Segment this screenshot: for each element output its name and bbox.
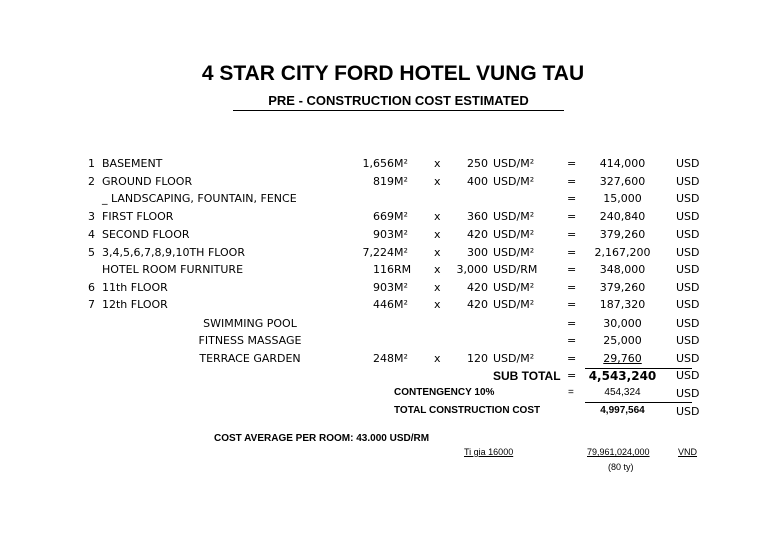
- item-unit: M²: [394, 298, 408, 311]
- equals-sign: =: [567, 210, 577, 223]
- item-name: TERRACE GARDEN: [199, 352, 301, 365]
- subtotal-rule: [585, 368, 692, 369]
- item-currency: USD: [676, 281, 700, 294]
- cost-row: [0, 334, 768, 351]
- equals-sign: =: [567, 228, 577, 241]
- item-total: 30,000: [603, 317, 642, 330]
- cost-row: [0, 192, 768, 209]
- item-unit-price: 420: [467, 228, 488, 241]
- cost-row: [0, 263, 768, 280]
- note-row: [0, 462, 768, 479]
- contingency-currency: USD: [676, 387, 700, 400]
- item-price-unit: USD/M²: [493, 352, 535, 365]
- contingency-equals: =: [568, 387, 574, 398]
- item-price-unit: USD/M²: [493, 210, 535, 223]
- total-value: 4,997,564: [600, 405, 645, 416]
- item-total: 348,000: [599, 263, 646, 276]
- vnd-value: 79,961,024,000: [587, 447, 650, 457]
- item-name: 3,4,5,6,7,8,9,10TH FLOOR: [102, 246, 245, 259]
- multiply-sign: x: [434, 228, 441, 241]
- item-unit: M²: [394, 246, 408, 259]
- contingency-value: 454,324: [604, 387, 641, 398]
- contingency-label: CONTENGENCY 10%: [394, 387, 495, 398]
- item-currency: USD: [676, 157, 700, 170]
- item-currency: USD: [676, 192, 700, 205]
- item-currency: USD: [676, 317, 700, 330]
- average-cost-label: COST AVERAGE PER ROOM: 43.000 USD/RM: [214, 433, 430, 444]
- item-unit-price: 120: [467, 352, 488, 365]
- item-unit-price: 420: [467, 298, 488, 311]
- subtotal-label: SUB TOTAL: [493, 369, 561, 383]
- item-name: FITNESS MASSAGE: [198, 334, 302, 347]
- equals-sign: =: [567, 352, 577, 365]
- item-currency: USD: [676, 334, 700, 347]
- item-currency: USD: [676, 228, 700, 241]
- multiply-sign: x: [434, 352, 441, 365]
- item-price-unit: USD/M²: [493, 175, 535, 188]
- item-total: 15,000: [603, 192, 642, 205]
- item-currency: USD: [676, 263, 700, 276]
- item-price-unit: USD/M²: [493, 228, 535, 241]
- equals-sign: =: [567, 246, 577, 259]
- item-total: 2,167,200: [594, 246, 651, 259]
- item-quantity: 669: [373, 210, 394, 223]
- cost-row: [0, 246, 768, 263]
- document-title: 4 STAR CITY FORD HOTEL VUNG TAU: [201, 62, 585, 85]
- item-quantity: 116: [373, 263, 394, 276]
- item-number: 4: [88, 228, 95, 241]
- multiply-sign: x: [434, 281, 441, 294]
- exchange-rate-label: Ti gia 16000: [464, 447, 514, 457]
- item-name: HOTEL ROOM FURNITURE: [102, 263, 244, 276]
- equals-sign: =: [567, 175, 577, 188]
- total-currency: USD: [676, 405, 700, 418]
- item-unit-price: 400: [467, 175, 488, 188]
- vnd-note: (80 ty): [608, 462, 634, 472]
- item-name: SWIMMING POOL: [203, 317, 297, 330]
- item-unit: M²: [394, 352, 408, 365]
- equals-sign: =: [567, 281, 577, 294]
- equals-sign: =: [567, 298, 577, 311]
- cost-row: [0, 317, 768, 334]
- item-unit-price: 250: [467, 157, 488, 170]
- item-number: 3: [88, 210, 95, 223]
- cost-row: [0, 210, 768, 227]
- cost-row: [0, 281, 768, 298]
- contingency-rule: [585, 402, 692, 403]
- item-price-unit: USD/M²: [493, 298, 535, 311]
- cost-row: [0, 352, 768, 369]
- item-price-unit: USD/M²: [493, 281, 535, 294]
- equals-sign: =: [567, 263, 577, 276]
- total-row: [0, 405, 768, 422]
- item-total: 379,260: [599, 228, 646, 241]
- item-name: _ LANDSCAPING, FOUNTAIN, FENCE: [102, 192, 297, 205]
- equals-sign: =: [567, 157, 577, 170]
- item-unit: M²: [394, 157, 408, 170]
- item-unit-price: 300: [467, 246, 488, 259]
- item-currency: USD: [676, 246, 700, 259]
- item-unit: M²: [394, 210, 408, 223]
- item-quantity: 903: [373, 281, 394, 294]
- item-quantity: 446: [373, 298, 394, 311]
- multiply-sign: x: [434, 298, 441, 311]
- multiply-sign: x: [434, 175, 441, 188]
- subtotal-value: 4,543,240: [588, 369, 657, 383]
- item-quantity: 248: [373, 352, 394, 365]
- item-name: GROUND FLOOR: [102, 175, 193, 188]
- item-number: 6: [88, 281, 95, 294]
- subtotal-equals: =: [567, 369, 577, 382]
- item-name: SECOND FLOOR: [102, 228, 190, 241]
- subtotal-currency: USD: [676, 369, 700, 382]
- equals-sign: =: [567, 192, 577, 205]
- multiply-sign: x: [434, 263, 441, 276]
- equals-sign: =: [567, 317, 577, 330]
- equals-sign: =: [567, 334, 577, 347]
- item-unit-price: 3,000: [456, 263, 488, 276]
- cost-row: [0, 298, 768, 315]
- item-unit: M²: [394, 228, 408, 241]
- cost-row: [0, 157, 768, 174]
- item-name: 11th FLOOR: [102, 281, 168, 294]
- subtotal-row: [0, 369, 768, 386]
- multiply-sign: x: [434, 157, 441, 170]
- item-total: 327,600: [599, 175, 646, 188]
- item-quantity: 7,224: [362, 246, 394, 259]
- item-price-unit: USD/RM: [493, 263, 538, 276]
- item-total: 25,000: [603, 334, 642, 347]
- item-currency: USD: [676, 175, 700, 188]
- item-number: 7: [88, 298, 95, 311]
- item-currency: USD: [676, 298, 700, 311]
- item-name: 12th FLOOR: [102, 298, 168, 311]
- item-number: 1: [88, 157, 95, 170]
- cost-row: [0, 228, 768, 245]
- item-total: 414,000: [599, 157, 646, 170]
- vnd-currency: VND: [678, 447, 698, 457]
- item-total: 379,260: [599, 281, 646, 294]
- item-total: 29,760: [603, 352, 642, 365]
- multiply-sign: x: [434, 210, 441, 223]
- item-total: 187,320: [599, 298, 646, 311]
- item-name: FIRST FLOOR: [102, 210, 174, 223]
- item-name: BASEMENT: [102, 157, 163, 170]
- item-currency: USD: [676, 210, 700, 223]
- item-unit-price: 420: [467, 281, 488, 294]
- item-unit-price: 360: [467, 210, 488, 223]
- item-number: 5: [88, 246, 95, 259]
- item-number: 2: [88, 175, 95, 188]
- multiply-sign: x: [434, 246, 441, 259]
- item-price-unit: USD/M²: [493, 157, 535, 170]
- cost-row: [0, 175, 768, 192]
- item-total: 240,840: [599, 210, 646, 223]
- item-price-unit: USD/M²: [493, 246, 535, 259]
- item-unit: M²: [394, 175, 408, 188]
- item-unit: M²: [394, 281, 408, 294]
- item-quantity: 819: [373, 175, 394, 188]
- item-quantity: 1,656: [362, 157, 394, 170]
- total-label: TOTAL CONSTRUCTION COST: [394, 405, 541, 416]
- item-currency: USD: [676, 352, 700, 365]
- item-quantity: 903: [373, 228, 394, 241]
- item-unit: RM: [394, 263, 412, 276]
- document-subtitle: PRE - CONSTRUCTION COST ESTIMATED: [233, 93, 564, 111]
